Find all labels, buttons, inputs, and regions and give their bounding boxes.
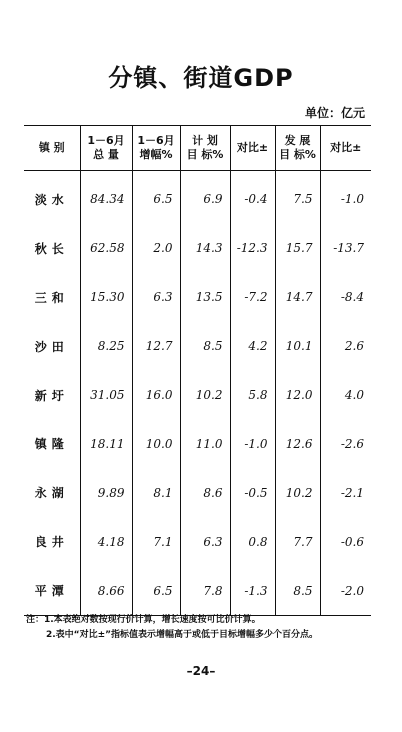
- town-name-cell: 秋长: [24, 224, 80, 273]
- value-cell: -13.7: [333, 241, 364, 256]
- page-number: –24–: [186, 664, 216, 678]
- table-row: [24, 322, 371, 371]
- value-cell: 5.8: [230, 371, 275, 420]
- table-row: [24, 371, 371, 420]
- column-header: [275, 126, 320, 171]
- footnotes: [26, 613, 386, 643]
- value-cell: 84.34: [80, 171, 132, 224]
- table-row: [24, 419, 371, 468]
- value-cell: 0.8: [230, 517, 275, 566]
- column-header: [24, 126, 80, 171]
- table-row: [24, 468, 371, 517]
- value-cell: 7.5: [275, 171, 320, 224]
- column-header: [80, 126, 132, 171]
- value-cell: 15.7: [275, 224, 320, 273]
- value-cell: -7.2: [230, 273, 275, 322]
- value-cell: 10.1: [275, 322, 320, 371]
- table-row: [24, 517, 371, 566]
- column-header: [320, 126, 371, 171]
- table-row: [24, 566, 371, 615]
- value-cell: -8.4: [340, 290, 364, 305]
- column-header-line-2: 目 标%: [279, 148, 316, 161]
- value-cell: 4.0: [344, 388, 364, 402]
- page-title: 分镇、街道GDP: [108, 64, 294, 92]
- value-cell: -1.3: [230, 566, 275, 615]
- town-name-cell: 三和: [24, 273, 80, 322]
- value-cell: 8.1: [132, 468, 180, 517]
- value-cell: -1.0: [230, 419, 275, 468]
- value-cell: -0.6: [340, 534, 364, 549]
- value-cell: 6.3: [132, 273, 180, 322]
- town-name-cell: 镇隆: [24, 419, 80, 468]
- value-cell: -1.0: [340, 192, 364, 207]
- value-cell: 14.7: [275, 273, 320, 322]
- column-header-line-1: 计 划: [192, 134, 218, 147]
- table-body: [24, 171, 371, 616]
- value-cell: 2.6: [344, 339, 364, 354]
- table-row: [24, 273, 371, 322]
- column-header-line-1: 对比±: [330, 141, 362, 154]
- column-header: [180, 126, 230, 171]
- value-cell: 6.3: [180, 517, 230, 566]
- value-cell: 9.89: [80, 468, 132, 517]
- footnote-2: 2.表中“对比±”指标值表示增幅高于或低于目标增幅多少个百分点。: [46, 630, 319, 640]
- value-cell: 15.30: [80, 273, 132, 322]
- value-cell: 6.5: [132, 566, 180, 615]
- value-cell: -0.4: [230, 171, 275, 224]
- value-cell: 7.1: [132, 517, 180, 566]
- value-cell: 62.58: [80, 224, 132, 273]
- value-cell: 7.8: [180, 566, 230, 615]
- value-cell: 2.0: [132, 224, 180, 273]
- column-header-line-1: 发 展: [284, 134, 311, 147]
- value-cell: -2.0: [340, 583, 364, 598]
- column-header-line-1: 镇 别: [38, 141, 65, 154]
- column-header: [132, 126, 180, 171]
- column-header-line-1: 1－6月: [137, 134, 175, 147]
- column-header-line-1: 对比±: [236, 141, 269, 154]
- value-cell: 14.3: [180, 224, 230, 273]
- value-cell: 13.5: [180, 273, 230, 322]
- value-cell: 6.5: [132, 171, 180, 224]
- value-cell: 8.5: [180, 322, 230, 371]
- table-row: [24, 224, 371, 273]
- town-name-cell: 淡水: [24, 171, 80, 224]
- value-cell: 7.7: [275, 517, 320, 566]
- value-cell: 10.0: [132, 419, 180, 468]
- value-cell: -0.5: [230, 468, 275, 517]
- value-cell: 16.0: [132, 371, 180, 420]
- value-cell: 8.6: [180, 468, 230, 517]
- town-name-cell: 新圩: [24, 371, 80, 420]
- table-header-row: [24, 126, 371, 171]
- value-cell: 18.11: [80, 419, 132, 468]
- value-cell: 8.66: [80, 566, 132, 615]
- value-cell: 8.25: [80, 322, 132, 371]
- value-cell: 31.05: [80, 371, 132, 420]
- town-name-cell: 良井: [24, 517, 80, 566]
- value-cell: 4.18: [80, 517, 132, 566]
- value-cell: 10.2: [275, 468, 320, 517]
- town-name-cell: 平潭: [24, 566, 80, 615]
- column-header-line-2: 目 标%: [186, 148, 224, 161]
- value-cell: -2.6: [340, 436, 364, 451]
- column-header-line-2: 总 量: [93, 148, 119, 161]
- table-row: [24, 171, 371, 224]
- value-cell: 12.6: [275, 419, 320, 468]
- value-cell: -12.3: [230, 224, 275, 273]
- value-cell: 11.0: [180, 419, 230, 468]
- value-cell: 4.2: [230, 322, 275, 371]
- footnote-1: 注：1.本表绝对数按现行价计算，增长速度按可比价计算。: [26, 615, 261, 625]
- value-cell: 10.2: [180, 371, 230, 420]
- unit-label: 单位：亿元: [304, 106, 365, 120]
- value-cell: 6.9: [180, 171, 230, 224]
- column-header: [230, 126, 275, 171]
- gdp-table: [24, 125, 371, 616]
- value-cell: 12.0: [275, 371, 320, 420]
- value-cell: -2.1: [340, 485, 364, 500]
- value-cell: 12.7: [132, 322, 180, 371]
- town-name-cell: 永湖: [24, 468, 80, 517]
- column-header-line-1: 1－6月: [87, 134, 125, 147]
- value-cell: 8.5: [275, 566, 320, 615]
- column-header-line-2: 增幅%: [139, 148, 173, 161]
- town-name-cell: 沙田: [24, 322, 80, 371]
